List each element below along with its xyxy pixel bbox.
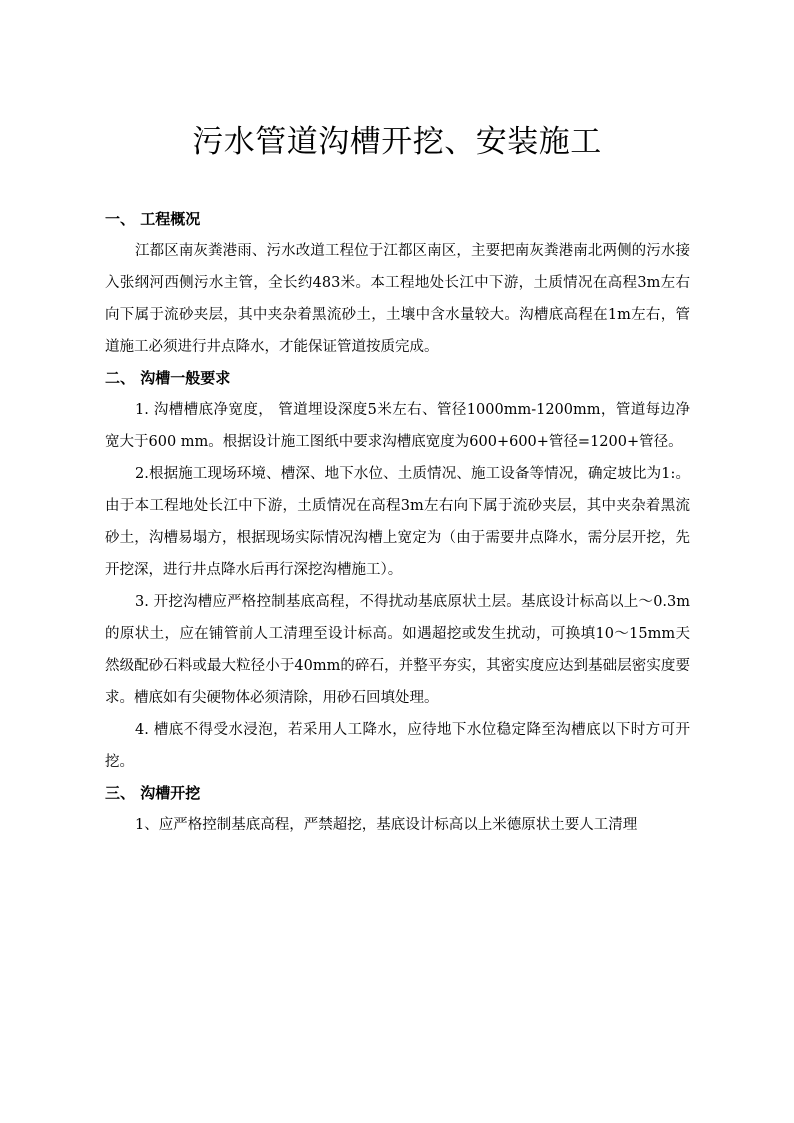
paragraph: 2.根据施工现场环境、槽深、地下水位、土质情况、施工设备等情况，确定坡比为1:。由于本工程地处长江中下游，土质情况在高程3m左右向下属于流砂夹层，其中夹杂着黑流砂土，沟槽易塌方，根据现场实际情况沟槽上宽定为（由于需要井点降水，需分层开挖，先开挖深，进行井点降水后再行深挖沟槽施工）。 bbox=[105, 466, 690, 578]
paragraph: 江都区南灰粪港雨、污水改道工程位于江都区南区，主要把南灰粪港南北两侧的污水接入张纲河西侧污水主管，全长约483米。本工程地处长江中下游，土质情况在高程3m左右向下属于流砂夹层，其中夹杂着黑流砂土，土壤中含水量较大。沟槽底高程在1m左右，管道施工必须进行井点降水，才能保证管道按质完成。 bbox=[105, 243, 690, 355]
document-body bbox=[105, 204, 690, 841]
section-heading: 一、 工程概况 bbox=[105, 210, 201, 228]
section-excavation bbox=[105, 778, 690, 841]
paragraph: 1、应严格控制基底高程，严禁超挖，基底设计标高以上米德原状土要人工清理 bbox=[135, 817, 638, 833]
document-title: 污水管道沟槽开挖、安装施工 bbox=[192, 124, 602, 160]
section-heading: 二、 沟槽一般要求 bbox=[105, 369, 231, 387]
paragraph: 1. 沟槽槽底净宽度， 管道埋设深度5米左右、管径1000mm-1200mm，管道每边净宽大于600 mm。根据设计施工图纸中要求沟槽底宽度为600+600+管径=1200+管径。 bbox=[105, 402, 690, 450]
section-overview bbox=[105, 204, 690, 363]
section-general-requirements bbox=[105, 363, 690, 778]
section-heading: 三、 沟槽开挖 bbox=[105, 784, 201, 802]
paragraph: 4. 槽底不得受水浸泡，若采用人工降水，应待地下水位稳定降至沟槽底以下时方可开挖。 bbox=[105, 722, 690, 770]
paragraph: 3. 开挖沟槽应严格控制基底高程，不得扰动基底原状土层。基底设计标高以上～0.3m的原状土，应在铺管前人工清理至设计标高。如遇超挖或发生扰动，可换填10～15mm天然级配砂石料或最大粒径小于40mm的碎石，并整平夯实，其密实度应达到基础层密实度要求。槽底如有尖硬物体必须清除，用砂石回填处理。 bbox=[105, 594, 690, 706]
